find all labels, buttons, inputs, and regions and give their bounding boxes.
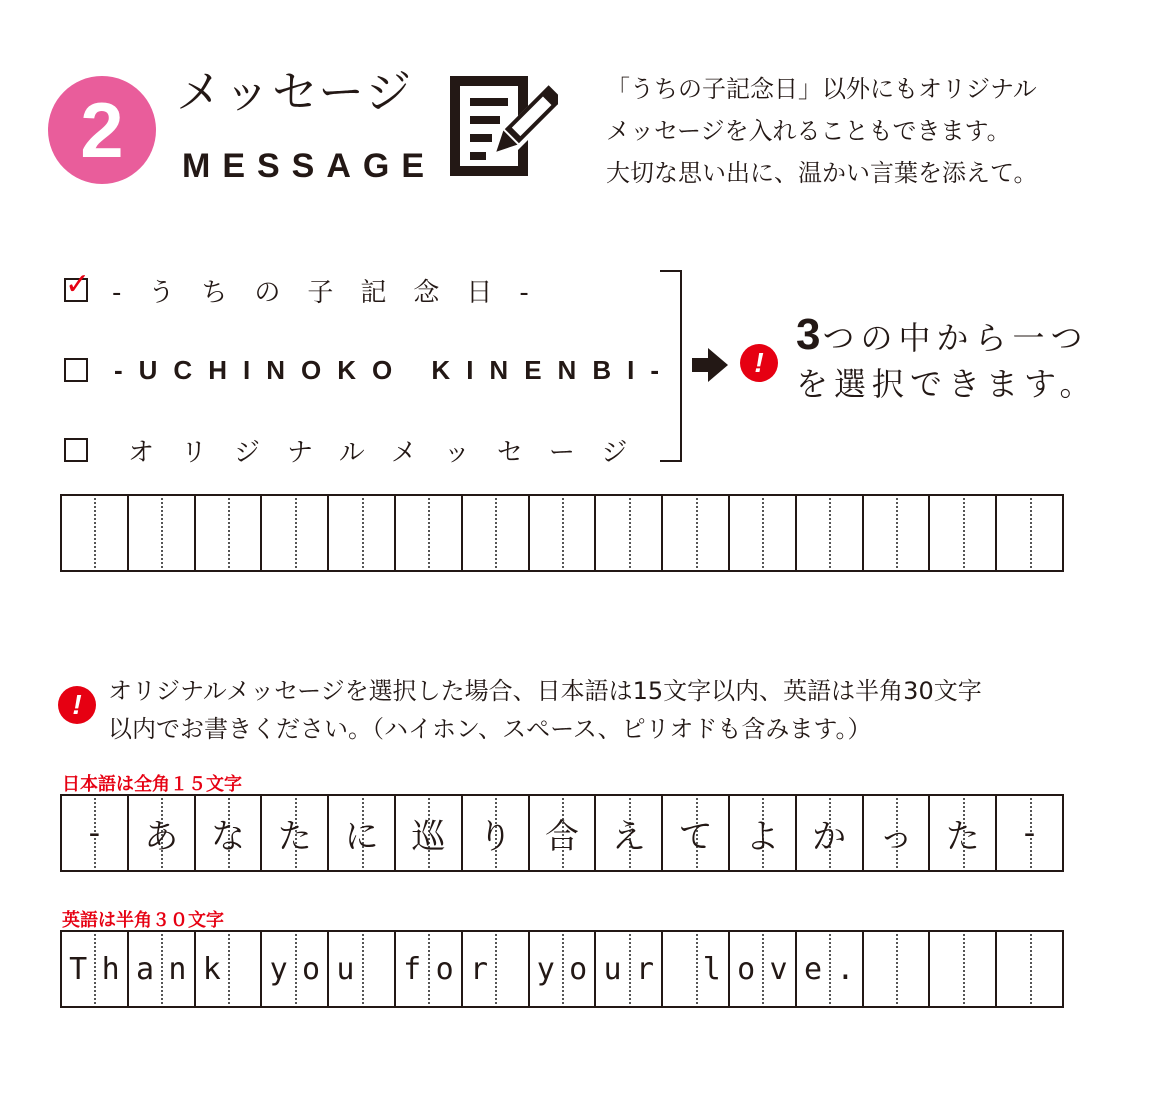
section-title-jp: メッセージ [176, 65, 414, 119]
intro-line: メッセージを入れることもできます。 [606, 117, 1011, 145]
grid-cell[interactable] [930, 496, 997, 570]
grid-char: た [277, 816, 312, 857]
grid-char: k [202, 951, 221, 987]
grid-char: 巡 [411, 816, 446, 857]
grid-char: に [344, 816, 379, 857]
grid-cell [463, 796, 530, 870]
checkmark-icon: ✓ [65, 267, 91, 302]
grid-char: り [478, 816, 513, 857]
note-line: オリジナルメッセージを選択した場合、日本語は15文字以内、英語は半角30文字 [108, 677, 982, 705]
grid-char: y [269, 951, 288, 987]
sample-grid-japanese [60, 794, 1064, 872]
note-text [108, 672, 1108, 748]
grid-cell [262, 796, 329, 870]
grid-cell [997, 796, 1062, 870]
grid-char: て [678, 816, 713, 857]
grid-cell[interactable] [329, 496, 396, 570]
grid-cell[interactable] [596, 496, 663, 570]
choose-one-text [796, 312, 1097, 407]
intro-text [606, 68, 1126, 194]
grid-cell[interactable] [730, 496, 797, 570]
grid-cell[interactable] [196, 496, 263, 570]
grid-cell [396, 932, 463, 1006]
grid-char: l [702, 951, 721, 987]
choose-number: 3 [796, 310, 823, 359]
option-uchinoko-jp[interactable] [64, 267, 556, 310]
grid-char: - [1023, 813, 1036, 853]
grid-char: o [435, 951, 454, 987]
sample-label-english: 英語は半角３０文字 [62, 910, 224, 931]
note-line: 以内でお書きください。（ハイホン、スペース、ピリオドも含みます。） [108, 715, 872, 743]
grid-cell [997, 932, 1062, 1006]
grid-cell [196, 932, 263, 1006]
grid-char: か [812, 816, 847, 857]
grid-cell [730, 932, 797, 1006]
grid-char: u [336, 951, 355, 987]
grid-cell [62, 932, 129, 1006]
intro-line: 「うちの子記念日」以外にもオリジナル [606, 75, 1037, 103]
grid-char [963, 932, 995, 1006]
grid-char [864, 932, 896, 1006]
option-label: オリジナルメッセージ [128, 437, 655, 468]
grid-char [997, 932, 1029, 1006]
checkbox[interactable] [64, 438, 88, 462]
grid-char: y [536, 951, 555, 987]
grid-char: n [168, 951, 187, 987]
grid-cell [329, 796, 396, 870]
grid-char: e [803, 951, 822, 987]
grid-char: よ [745, 816, 780, 857]
grid-cell[interactable] [797, 496, 864, 570]
grid-cell[interactable] [530, 496, 597, 570]
grid-char: . [836, 951, 855, 987]
grid-cell [262, 932, 329, 1006]
grid-cell [930, 932, 997, 1006]
step-number-badge: 2 [48, 76, 156, 184]
grid-char [663, 932, 695, 1006]
grid-char: T [69, 951, 88, 987]
option-label: -UCHINOKO KINENBI- [114, 354, 675, 385]
grid-char: f [403, 951, 422, 987]
grid-cell [530, 796, 597, 870]
grid-cell [396, 796, 463, 870]
grid-cell [196, 796, 263, 870]
grid-cell [797, 796, 864, 870]
grid-char: な [210, 816, 245, 857]
grid-cell [663, 932, 730, 1006]
alert-icon: ! [740, 344, 778, 382]
arrow-right-icon [692, 348, 728, 382]
grid-char: o [737, 951, 756, 987]
grid-cell [463, 932, 530, 1006]
grid-cell[interactable] [396, 496, 463, 570]
grid-cell [129, 796, 196, 870]
grid-char [1030, 932, 1062, 1006]
grid-cell [129, 932, 196, 1006]
grid-char: え [611, 816, 646, 857]
grid-cell [864, 796, 931, 870]
blank-message-grid[interactable] [60, 494, 1064, 572]
grid-char [896, 932, 928, 1006]
grid-cell[interactable] [62, 496, 129, 570]
checkbox-checked[interactable] [64, 267, 91, 302]
grid-cell[interactable] [997, 496, 1062, 570]
grid-char: v [769, 951, 788, 987]
sample-grid-english [60, 930, 1064, 1008]
grid-char: a [135, 951, 155, 987]
grid-char [228, 932, 260, 1006]
grid-char: h [101, 951, 120, 987]
grid-cell [596, 932, 663, 1006]
options-bracket [660, 270, 682, 462]
grid-char: o [569, 951, 588, 987]
alert-icon: ! [58, 686, 96, 724]
grid-char: u [603, 951, 622, 987]
grid-char: っ [878, 816, 913, 857]
memo-pen-icon [446, 72, 558, 180]
grid-char: - [88, 813, 101, 853]
grid-cell [62, 796, 129, 870]
grid-char: o [301, 951, 321, 987]
grid-cell [930, 796, 997, 870]
checkbox[interactable] [64, 358, 88, 382]
grid-char [495, 932, 527, 1006]
grid-cell [530, 932, 597, 1006]
choose-line2: を選択できます。 [796, 365, 1098, 403]
option-original-message[interactable] [64, 430, 654, 470]
grid-cell [797, 932, 864, 1006]
grid-cell[interactable] [663, 496, 730, 570]
grid-char: r [469, 951, 489, 987]
grid-cell[interactable] [864, 496, 931, 570]
grid-cell[interactable] [463, 496, 530, 570]
grid-char [930, 932, 962, 1006]
sample-label-japanese: 日本語は全角１５文字 [62, 774, 242, 795]
grid-cell [596, 796, 663, 870]
option-uchinoko-en[interactable] [64, 350, 675, 390]
grid-cell [864, 932, 931, 1006]
grid-cell [663, 796, 730, 870]
grid-cell[interactable] [262, 496, 329, 570]
grid-char: あ [144, 816, 179, 857]
option-label: -うちの子記念日- [112, 277, 556, 308]
grid-char: r [635, 951, 655, 987]
grid-cell [329, 932, 396, 1006]
grid-cell[interactable] [129, 496, 196, 570]
grid-char: 合 [544, 816, 579, 857]
section-title-en: MESSAGE [182, 147, 437, 185]
intro-line: 大切な思い出に、温かい言葉を添えて。 [606, 159, 1038, 187]
grid-char: た [945, 816, 980, 857]
grid-cell [730, 796, 797, 870]
grid-char [362, 932, 394, 1006]
choose-line1: つの中から一つ [822, 319, 1089, 357]
